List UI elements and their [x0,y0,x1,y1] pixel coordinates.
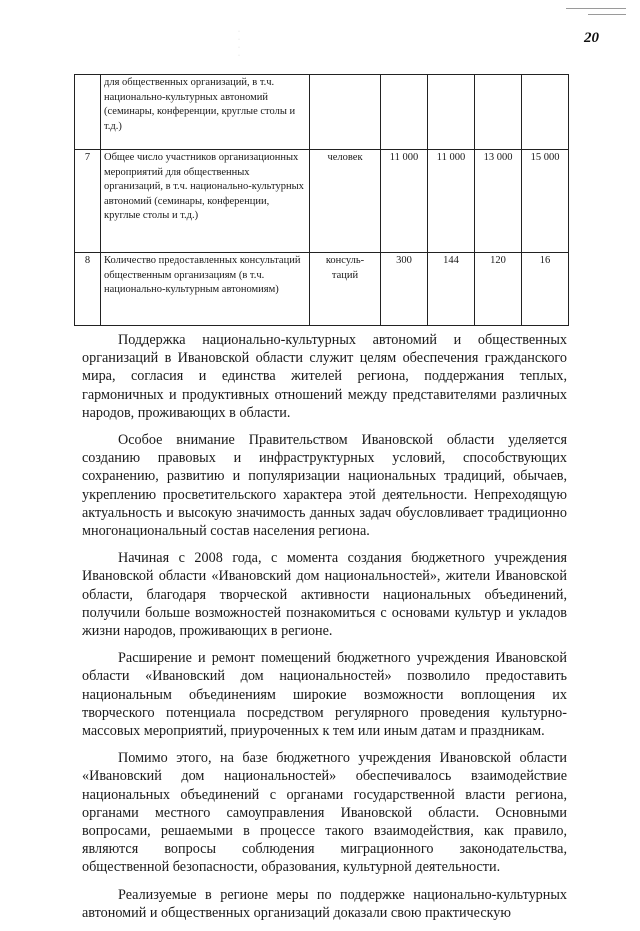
row-number: 8 [75,253,101,326]
row-description: Количество предоставленных консультаций общественным организациям (в т.ч. национально-культурным автономиям) [101,253,310,326]
row-value: 300 [381,253,428,326]
row-unit [310,75,381,150]
paragraph: Начиная с 2008 года, с момента создания бюджетного учреждения Ивановской области «Ивановский дом национальностей», жители Ивановской области, благодаря творческой активности национальных объединений, получили больше возможностей познакомиться с основами культур и укладов жизни народов, проживающих в регионе. [82,550,567,640]
body-text [82,331,567,931]
paragraph: Особое внимание Правительством Ивановской области уделяется созданию правовых и инфраструктурных условий, способствующих сохранению, развитию и популяризации национальных традиций, обычаев, укреплению просветительского характера этой деятельности. Непреходящую актуальность и высокую значимость данных задач обусловливает традиционно многонациональный состав населения региона. [82,432,567,540]
row-value: 144 [428,253,475,326]
scan-margin-line [588,14,626,15]
paragraph: Расширение и ремонт помещений бюджетного учреждения Ивановской области «Ивановский дом национальностей» позволило предоставить национальным объединениям широкие возможности воплощения их творческого потенциала посредством регулярного проведения культурно-массовых мероприятий, приуроченных к тем или иным датам и праздникам. [82,650,567,740]
row-value [475,75,522,150]
table-row [75,253,569,326]
row-number [75,75,101,150]
scan-margin-line [566,8,626,9]
page-number: 20 [584,30,599,46]
row-value: 120 [475,253,522,326]
table-row [75,75,569,150]
row-number: 7 [75,150,101,253]
row-value: 11 000 [428,150,475,253]
row-description: для общественных организаций, в т.ч. национально-культурных автономий (семинары, конференции, круглые столы и т.д.) [101,75,310,150]
row-value [428,75,475,150]
table-row [75,150,569,253]
paragraph: Реализуемые в регионе меры по поддержке национально-культурных автономий и общественных организаций доказали свою практическую [82,886,567,921]
indicators-table [74,74,569,326]
row-value [381,75,428,150]
row-unit: консуль-таций [310,253,381,326]
row-value: 16 [522,253,569,326]
row-unit: человек [310,150,381,253]
row-value: 15 000 [522,150,569,253]
row-value: 11 000 [381,150,428,253]
row-value [522,75,569,150]
paragraph: Помимо этого, на базе бюджетного учреждения Ивановской области «Ивановский дом национальностей» обеспечивалось взаимодействие национальных объединений с органами государственной власти региона, органами местного самоуправления Ивановской области. Основными вопросами, решаемыми в процессе такого взаимодействия, как правило, являются вопросы соблюдения миграционного законодательства, общественной безопасности, образования, культурной деятельности. [82,750,567,876]
row-value: 13 000 [475,150,522,253]
paragraph: Поддержка национально-культурных автономий и общественных организаций в Ивановской области служит целям обеспечения гражданского мира, согласия и единства жителей региона, поддержания теплых, гармоничных и продуктивных отношений между представителями различных народов, проживающих в области. [82,332,567,421]
row-description: Общее число участников организационных мероприятий для общественных организаций, в т.ч. национально-культурных автономий (семинары, конференции, круглые столы и т.д.) [101,150,310,253]
scan-dots: · · · · [238,29,240,59]
